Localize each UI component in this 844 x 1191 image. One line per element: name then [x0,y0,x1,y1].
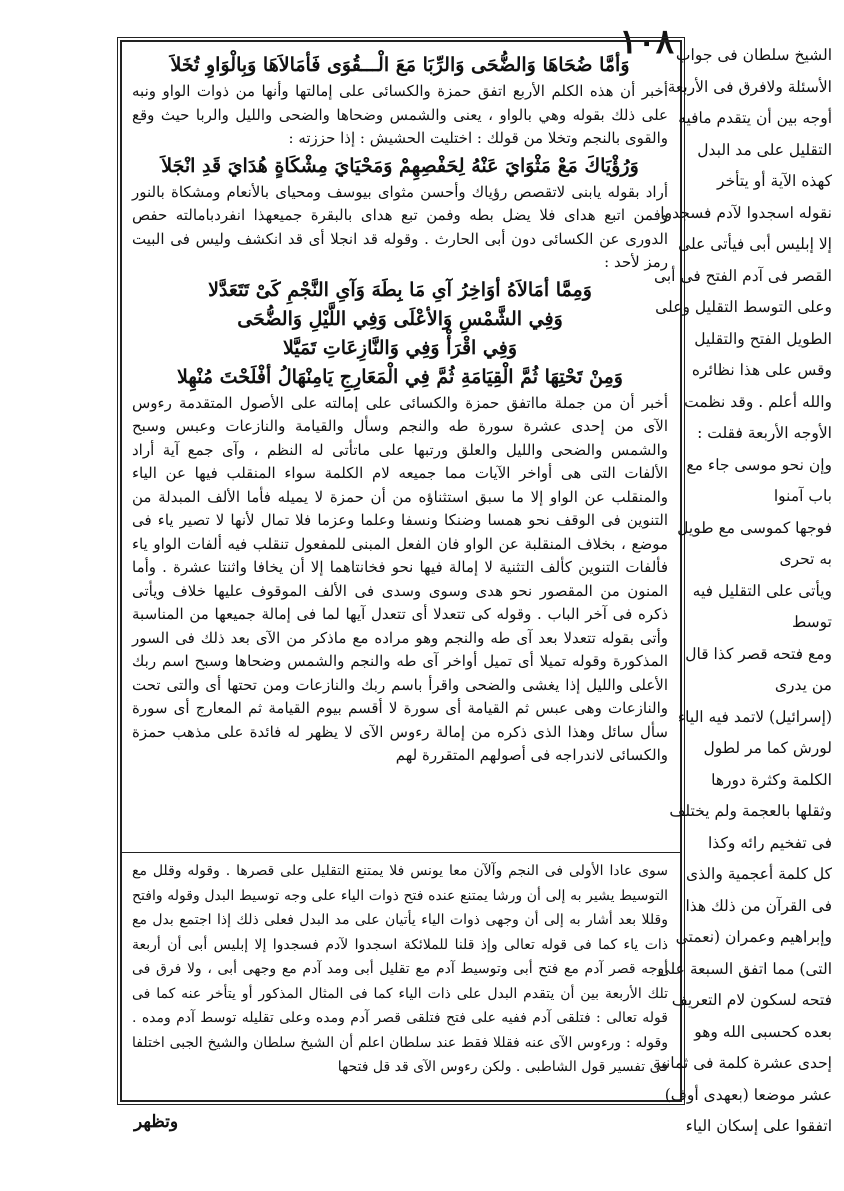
margin-line: كل كلمة أعجمية والذى [686,865,832,883]
margin-line: القصر فى آدم الفتح فى أبى [653,266,832,285]
margin-line: إحدى عشرة كلمة فى ثمانية [652,1054,832,1072]
margin-line: وثقلها بالعجمة ولم يختلف [669,802,832,820]
margin-line: نقوله اسجدوا لآدم فسجدوا [660,203,832,222]
margin-line: (إسرائيل) لاتمد فيه الياء [677,707,832,726]
margin-line: فى تفخيم رائه وكذا [708,833,832,852]
footnote-paragraph: سوى عادا الأولى فى النجم وآلآن معا يونس فلا يمتنع التقليل على قصرها . وقوله وقلل مع التوسيط يشير به إلى أن ورشا يمتنع عنده فتح ذوات الياء على وجه توسيط البدل وقوله وافتح وقللا بعد أشار به إلى أن وجهى ذوات الياء يأتيان على مد البدل فعلى ذلك إذا اجتمع بدل مع ذات ياء كما فى قوله تعالى وإذ قلنا للملائكة اسجدوا لآدم فسجدوا إلا إبليس أبى أن أربعة أوجه قصر آدم مع فتح أبى وتوسيط آدم مع تقليل أبى ومد آدم مع وجهى أبى ، ولا فرق فى تلك الأربعة بين أن يتقدم البدل على ذات الياء كما فى المثال المذكور أو يتأخر عنه كما فى قوله تعالى : فتلقى آدم ففيه على فتح فتلقى قصر آدم ومده وعلى تقليله توسط آدم ومده . وقوله : ورءوس الآى عنه فقللا فقط عند سلطان اعلم أن الشيخ سلطان والشيخ الجبى اختلفا فى تفسير قول الشاطبى . ولكن رءوس الآى قد قل فتحها [132,863,668,1075]
margin-line: الطويل الفتح والتقليل [694,329,832,348]
page-number: ١٠٨ [619,22,674,62]
margin-line: الشيخ سلطان فى جواب [675,46,832,64]
margin-line: بعده كحسبى الله وهو [694,1022,832,1041]
main-frame [120,40,682,1102]
margin-line: التى) مما اتفق السبعة على [657,959,832,978]
margin-line: عشر موضعا (بعهدى أوف) [664,1085,832,1104]
verse-line: وَفِي اقْرَأْ وَفِي وَالنَّازِعَاتِ تَمَيَّلا [282,336,518,359]
verse-line: وَمِمَّا أمَالاَهُ أوَاخِرُ آىِ مَا بِطَهَ وَآىِ النَّجْمِ كَىْ تَتَعَدَّلا [208,278,592,301]
margin-line: وإبراهيم وعمران (نعمتى [675,928,832,946]
margin-line: والله أعلم . وقد نظمت [684,392,832,411]
commentary-paragraph: أخبر أن من جملة مااتفق حمزة والكسائى على إمالته على الأصول المتقدمة رءوس الآى من إحدى عشرة سورة طه والنجم وسأل والقيامة والنازعات وعبس وسبح والشمس والضحى والليل والعلق ورتبها على ماتأتى له النظم ، وآى جمع آية أراد الألفات التى هى أواخر الآيات مما جميعه لام الكلمة سواء المنقلب فيها عن الياء والمنقلب عن الواو إلا ما سبق استثناؤه من أن حمزة لا يميله فأما الألف المبدلة من التنوين فى الوقف نحو همسا وضنكا ونسفا وعلما وعزما فلا تمال لأنها لا تصير ياء فى موضع ، بخلاف المنقلبة عن الواو فان الفعل المبنى للمفعول تنقلب فيه ألفات الواو ياء فألفات التنوين كألف التثنية لا إمالة فيها نحو فخانتاهما إلا أن يخافا واثنتا عشرة . وأما المنون من المقصور نحو هدى وسوى وسدى فى الألف الموقوف عليها خلاف ويأتى ذكره فى آخر الباب . وقوله كى تتعدلا أى تتعدل آيها لما فى إمالة جميعها من المناسبة وأتى بقوله تتعدلا بعد آى طه والنجم وهو مراده مع ماذكر من الآى بعد ذلك فى السور المذكورة وقوله تميلا أى تميل أواخر آى طه والنجم والشمس وضحاها وسبح اسم ربك الأعلى والليل إذا يغشى والضحى واقرأ باسم ربك والنازعات ومن تحتها أى والتى تحت والنازعات وهى عبس ثم القيامة أى سورة لا أقسم بيوم القيامة ثم المعارج أى سورة سأل سائل وهذا الذى ذكره من إمالة رءوس الآى لا يظهر له فائدة على مذهب حمزة والكسائى لاندراجه فى أصولهم المتقررة لهم [132,393,668,764]
margin-line: الأوجه الأربعة فقلت : [697,424,832,442]
verse-line: وَفِي الشَّمْسِ وَالأعْلَى وَفِي اللَّيْلِ وَالضُّحَى [237,307,563,330]
main-text-block [132,50,668,764]
margin-line: الكلمة وكثرة دورها [711,770,832,789]
margin-line: من يدرى [774,676,832,694]
margin-gloss-column [652,40,832,1135]
margin-line: أوجه بين أن يتقدم مافيه [678,109,832,127]
margin-line: وإن نحو موسى جاء مع [686,455,832,474]
verse-line: وَرُؤْيَاكَ مَعْ مَثْوَايَ عَنْهُ لِحَفْصِهِمْ وَمَحْيَايَ مِشْكَاةٍ هُدَايَ قَدِ انْجَلاَ [161,154,639,177]
margin-line: اتفقوا على إسكان الياء [685,1117,832,1135]
footnote-divider [122,852,680,853]
margin-line: توسط [791,613,832,631]
margin-line: التقليل على مد البدل [697,140,832,159]
commentary-paragraph: أخبر أن هذه الكلم الأربع اتفق حمزة والكسائى على إمالتها وأنها من ذوات الواو ونبه على ذلك بقوله وهي بالواو ، يعنى والشمس وضحاها والضحى والليل والربا حيث وقع والقوى بالنجم وتخلا من قولك : اختليت الحشيش : إذا حززته : [132,82,668,147]
margin-line: إلا إبليس أبى فيأتى على [678,235,832,253]
commentary-paragraph: أراد بقوله يابنى لاتقصص رؤياك وأحسن مثواى بيوسف ومحياى بالأنعام ومشكاة بالنور وفمن اتبع هداى فلا يضل بطه وفمن تبع هداى بالبقرة جميعهذا انفردبامالته حفص الدورى عن الكسائى دون أبى الحارث . وقوله قد انجلا أى قد انكشف وليس فى البيت رمز لأحد : [132,182,668,271]
margin-line: فتحه لسكون لام التعريف [671,991,832,1009]
margin-line: ومع فتحه قصر كذا قال [685,644,832,663]
margin-line: لورش كما مر لطول [703,739,832,757]
footnote-block [132,859,668,1094]
margin-line: باب آمنوا [773,487,832,505]
margin-line: فوجها كموسى مع طويل [677,518,832,537]
verse-line: وَمِنْ تَحْتِهَا ثُمَّ الْقِيَامَةِ ثُمَّ فِي الْمَعَارِجِ يَامِنْهَالُ أفْلَحْتَ مُنْهِلا [177,365,623,388]
margin-line: كهذه الآية أو يتأخر [717,172,832,190]
margin-line: فى القرآن من ذلك هذا [685,896,832,915]
margin-line: وعلى التوسط التقليل وعلى [655,298,832,316]
margin-line: وقس على هذا نظائره [691,361,832,379]
margin-line: ويأتى على التقليل فيه [692,581,832,600]
catchword: وتظهر [134,1112,179,1132]
margin-line: الأسئلة ولافرق فى الأربعة [667,77,832,96]
margin-line: به تحرى [779,550,832,568]
verse-line: وَأمَّا ضُحَاهَا وَالضُّحَى وَالرِّبَا مَعَ الْـــقُوَى فَأمَالاَهَا وَبِالْوَاوِ تُخَلاَ [170,54,630,76]
